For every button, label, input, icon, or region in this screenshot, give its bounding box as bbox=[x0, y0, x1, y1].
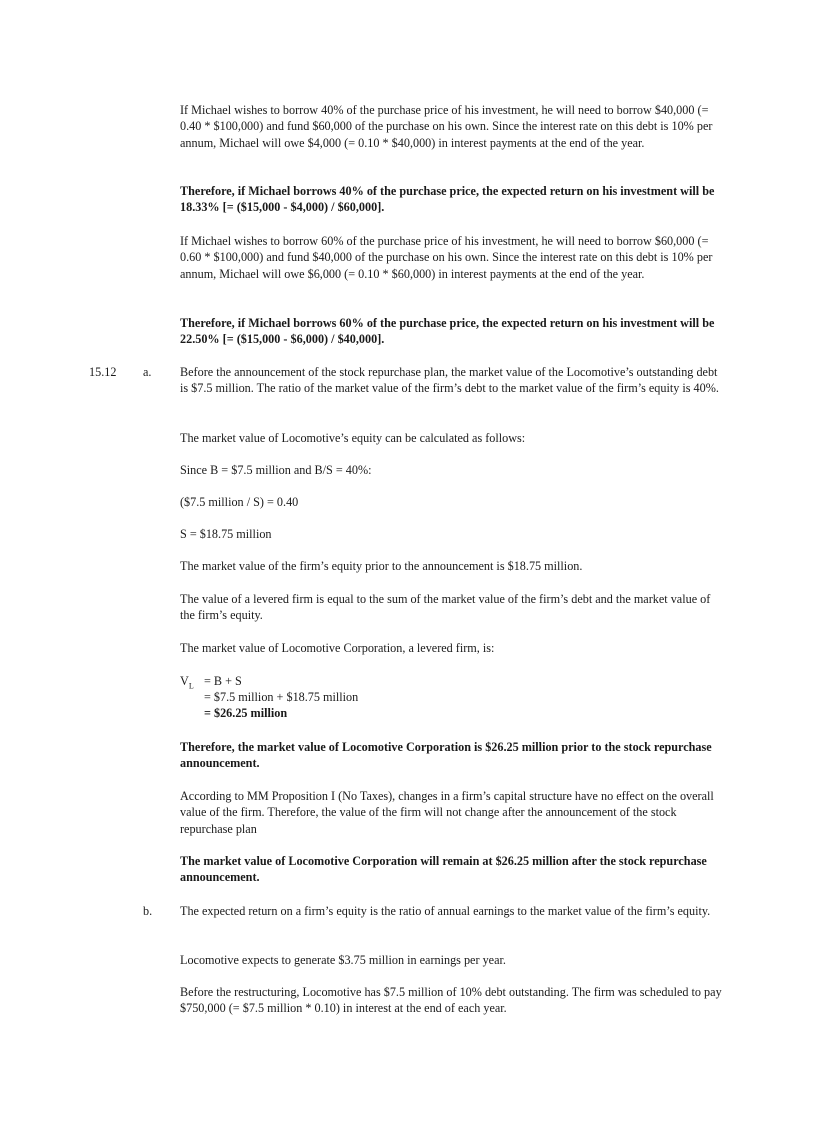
paragraph-levered-definition: The value of a levered firm is equal to the sum of the market value of the firm’s debt and the market value of the firm’s equity. bbox=[180, 592, 711, 623]
paragraph-mm-proposition: According to MM Proposition I (No Taxes), changes in a firm’s capital structure have no effect on the overall value of the firm. Therefore, the value of the firm will not change after the announcement of the stock repurchase plan bbox=[180, 789, 714, 836]
equation-lhs: $V_L$ bbox=[180, 674, 194, 691]
equation-ratio: ($7.5 million / S) = 0.40 bbox=[180, 495, 299, 509]
part-b-label: b. bbox=[143, 904, 153, 918]
paragraph-expected-return: The expected return on a firm’s equity is the ratio of annual earnings to the market value of the firm’s equity. bbox=[180, 904, 711, 918]
paragraph-borrow-60-text: If Michael wishes to borrow 60% of the purchase price of his investment, he will need to borrow $60,000 (= 0.60 * $100,000) and fund $40,000 of the purchase on his own. Since the interest rate on this debt is 10% per annum, Michael will owe $6,000 (= 0.10 * $60,000) in interest payments at the end of the year. bbox=[180, 234, 713, 281]
paragraph-equity-value: The market value of the firm’s equity prior to the announcement is $18.75 million. bbox=[180, 559, 583, 573]
problem-number: 15.12 bbox=[89, 365, 117, 379]
paragraph-borrow-40-text: If Michael wishes to borrow 40% of the purchase price of his investment, he will need to borrow $40,000 (= 0.40 * $100,000) and fund $60,000 of the purchase on his own. Since the interest rate on this debt is 10% per annum, Michael will owe $4,000 (= 0.10 * $40,000) in interest payments at the end of the year. bbox=[180, 103, 713, 150]
paragraph-borrow-40-conclusion: Therefore, if Michael borrows 40% of the purchase price, the expected return on his investment will be 18.33% [= ($15,000 - $4,000) / $60,000]. bbox=[180, 184, 715, 215]
paragraph-earnings: Locomotive expects to generate $3.75 million in earnings per year. bbox=[180, 953, 506, 967]
part-a-label: a. bbox=[143, 365, 152, 379]
equation-line-3: = $26.25 million bbox=[204, 706, 288, 720]
equation-equity: S = $18.75 million bbox=[180, 527, 272, 541]
paragraph-levered-intro: The market value of Locomotive Corporation, a levered firm, is: bbox=[180, 641, 495, 655]
paragraph-announcement: Before the announcement of the stock repurchase plan, the market value of the Locomotive’s outstanding debt is $7.5 million. The ratio of the market value of the firm’s debt to the market value of the firm’s equity is 40%. bbox=[180, 365, 719, 396]
paragraph-value-remains: The market value of Locomotive Corporation will remain at $26.25 million after the stock repurchase announcement. bbox=[180, 854, 707, 885]
equation-line-2: = $7.5 million + $18.75 million bbox=[204, 690, 359, 704]
equation-line-1: = B + S bbox=[204, 674, 242, 688]
levered-value-equation bbox=[180, 673, 480, 723]
paragraph-restructuring: Before the restructuring, Locomotive has $7.5 million of 10% debt outstanding. The firm was scheduled to pay $750,000 (= $7.5 million * 0.10) in interest at the end of each year. bbox=[180, 985, 722, 1016]
paragraph-borrow-60-conclusion: Therefore, if Michael borrows 60% of the purchase price, the expected return on his investment will be 22.50% [= ($15,000 - $6,000) / $40,000]. bbox=[180, 316, 715, 347]
paragraph-value-conclusion: Therefore, the market value of Locomotive Corporation is $26.25 million prior to the stock repurchase announcement. bbox=[180, 740, 712, 771]
paragraph-equity-intro: The market value of Locomotive’s equity can be calculated as follows: bbox=[180, 431, 526, 445]
paragraph-since: Since B = $7.5 million and B/S = 40%: bbox=[180, 463, 372, 477]
